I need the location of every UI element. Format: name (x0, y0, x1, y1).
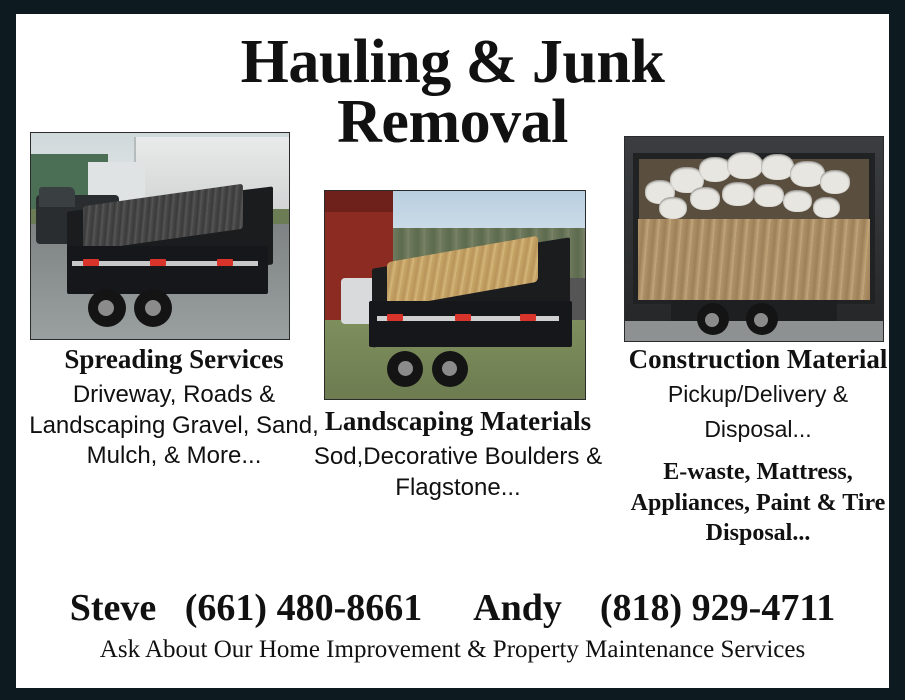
service-title-landscaping: Landscaping Materials (324, 406, 592, 436)
photo-marker-light (150, 259, 166, 266)
photo-marker-light (520, 314, 536, 321)
photo-construction-material (624, 136, 884, 342)
photo-marker-light (83, 259, 99, 266)
service-body-spreading: Driveway, Roads & Landscaping Gravel, Sand, Mulch, & More... (29, 381, 319, 470)
photo-marker-light (387, 314, 403, 321)
photo-spreading-services (30, 132, 290, 340)
headline-line-1: Hauling & Junk (240, 28, 665, 96)
photo-hub (705, 313, 719, 327)
service-block-landscaping (294, 406, 622, 503)
photo-hub (754, 313, 768, 327)
photo-boulder-pile (640, 149, 867, 231)
service-body-construction: E-waste, Mattress, Appliances, Paint & Tire Disposal... (630, 458, 886, 547)
photo-hub (398, 361, 413, 376)
photo-marker-light (217, 259, 233, 266)
service-title-construction-line2: Pickup/Delivery & (667, 381, 849, 408)
contact-phone-1[interactable]: (661) 480-8661 (184, 587, 423, 629)
photo-truck-cab (39, 187, 75, 208)
contact-name-2: Andy (473, 587, 562, 629)
contact-name-1: Steve (69, 587, 157, 629)
photo-hub (145, 300, 161, 316)
photo-landscaping-materials (324, 190, 586, 400)
service-block-construction (608, 344, 889, 549)
service-title-construction-line3: Disposal... (704, 415, 812, 442)
photo-dirt-load (638, 219, 870, 301)
tagline: Ask About Our Home Improvement & Property Maintenance Services (99, 636, 806, 663)
contact-line (16, 586, 889, 630)
headline-line-2: Removal (337, 88, 568, 157)
photo-trailer-body (67, 246, 268, 293)
photo-trailer-body (369, 301, 572, 347)
contact-phone-2[interactable]: (818) 929-4711 (599, 587, 836, 629)
photo-barn-roof (325, 191, 393, 212)
service-body-landscaping: Sod,Decorative Boulders & Flagstone... (313, 443, 603, 501)
ad-canvas (16, 14, 889, 688)
service-title-spreading: Spreading Services (64, 344, 284, 374)
service-block-spreading (24, 344, 324, 472)
service-title-construction: Construction Material (628, 344, 888, 374)
photo-marker-light (455, 314, 471, 321)
